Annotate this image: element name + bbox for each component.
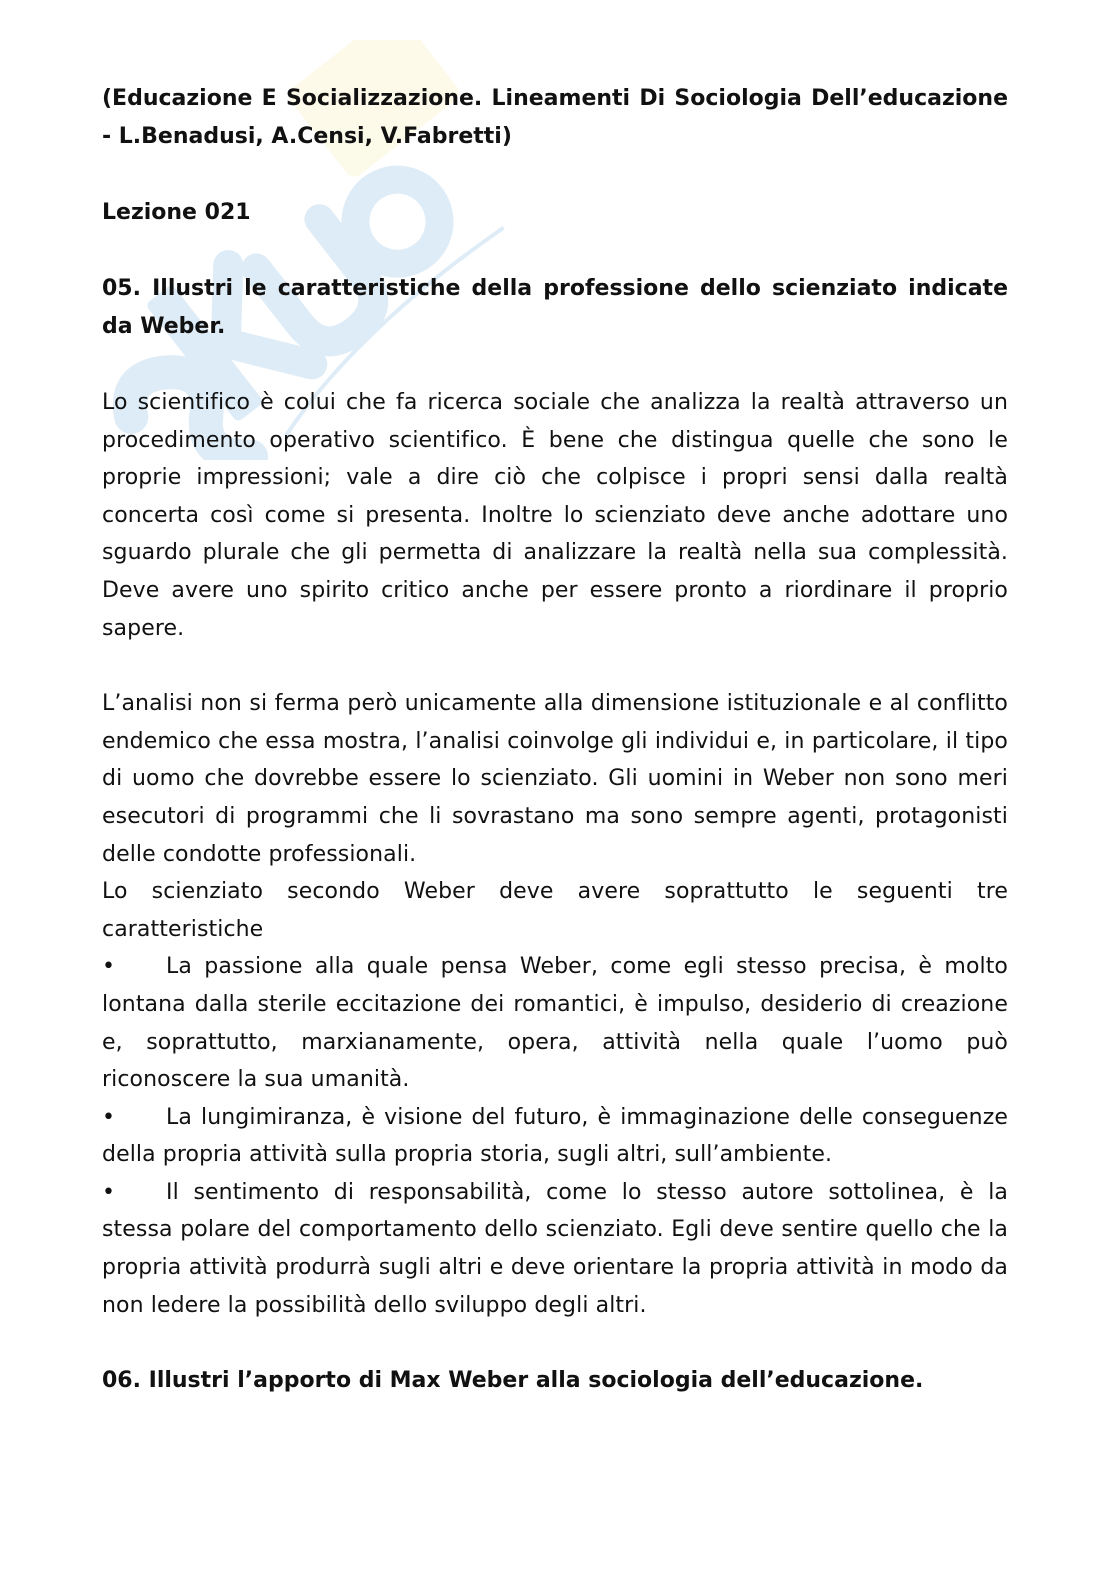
question-05: 05. Illustri le caratteristiche della professione dello scienziato indicate da Weber. — [102, 276, 1008, 339]
spacer — [102, 647, 1008, 685]
paragraph-1: Lo scientifico è colui che fa ricerca sociale che analizza la realtà attraverso un procedimento operativo scientifico. È bene che distingua quelle che sono le proprie impressioni; vale a dire ciò che colpisce i propri sensi dalla realtà concerta così come si presenta. Inoltre lo scienziato deve anche adottare uno sguardo plurale che gli permetta di analizzare la realtà nella sua complessità. Deve avere uno spirito critico anche per essere pronto a riordinare il proprio sapere. — [102, 390, 1008, 641]
spacer — [102, 1324, 1008, 1362]
bullet-marker: • — [102, 1104, 116, 1130]
document-body — [102, 80, 1008, 1400]
paragraph-3: Lo scienziato secondo Weber deve avere soprattutto le seguenti tre caratteristiche — [102, 879, 1008, 942]
bullet-marker: • — [102, 1179, 116, 1205]
bullet-item-responsabilita — [102, 1174, 1008, 1324]
bullet-marker: • — [102, 954, 116, 980]
spacer — [102, 346, 1008, 384]
bullet-item-passione — [102, 948, 1008, 1098]
spacer — [102, 232, 1008, 270]
spacer — [102, 156, 1008, 194]
bullet-item-lungimiranza — [102, 1099, 1008, 1174]
bullet-text: Il sentimento di responsabilità, come lo stesso autore sottolinea, è la stessa polare del comportamento dello scienziato. Egli deve sentire quello che la propria attività produrrà sugli altri e deve orientare la propria attività in modo da non ledere la possibilità dello sviluppo degli altri. — [102, 1179, 1008, 1318]
bullet-text: La passione alla quale pensa Weber, come egli stesso precisa, è molto lontana dalla sterile eccitazione dei romantici, è impulso, desiderio di creazione e, soprattutto, marxianamente, opera, attività nella quale l’uomo può riconoscere la sua umanità. — [102, 954, 1008, 1093]
bullet-text: La lungimiranza, è visione del futuro, è immaginazione delle conseguenze della propria attività sulla propria storia, sugli altri, sull’ambiente. — [102, 1104, 1008, 1168]
question-06: 06. Illustri l’apporto di Max Weber alla sociologia dell’educazione. — [102, 1368, 924, 1394]
lesson-label: Lezione 021 — [102, 200, 251, 225]
document-title: (Educazione E Socializzazione. Lineamenti Di Sociologia Dell’educazione - L.Benadusi, A.Censi, V.Fabretti) — [102, 86, 1008, 149]
paragraph-2: L’analisi non si ferma però unicamente alla dimensione istituzionale e al conflitto endemico che essa mostra, l’analisi coinvolge gli individui e, in particolare, il tipo di uomo che dovrebbe essere lo scienziato. Gli uomini in Weber non sono meri esecutori di programmi che li sovrastano ma sono sempre agenti, protagonisti delle condotte professionali. — [102, 691, 1008, 867]
